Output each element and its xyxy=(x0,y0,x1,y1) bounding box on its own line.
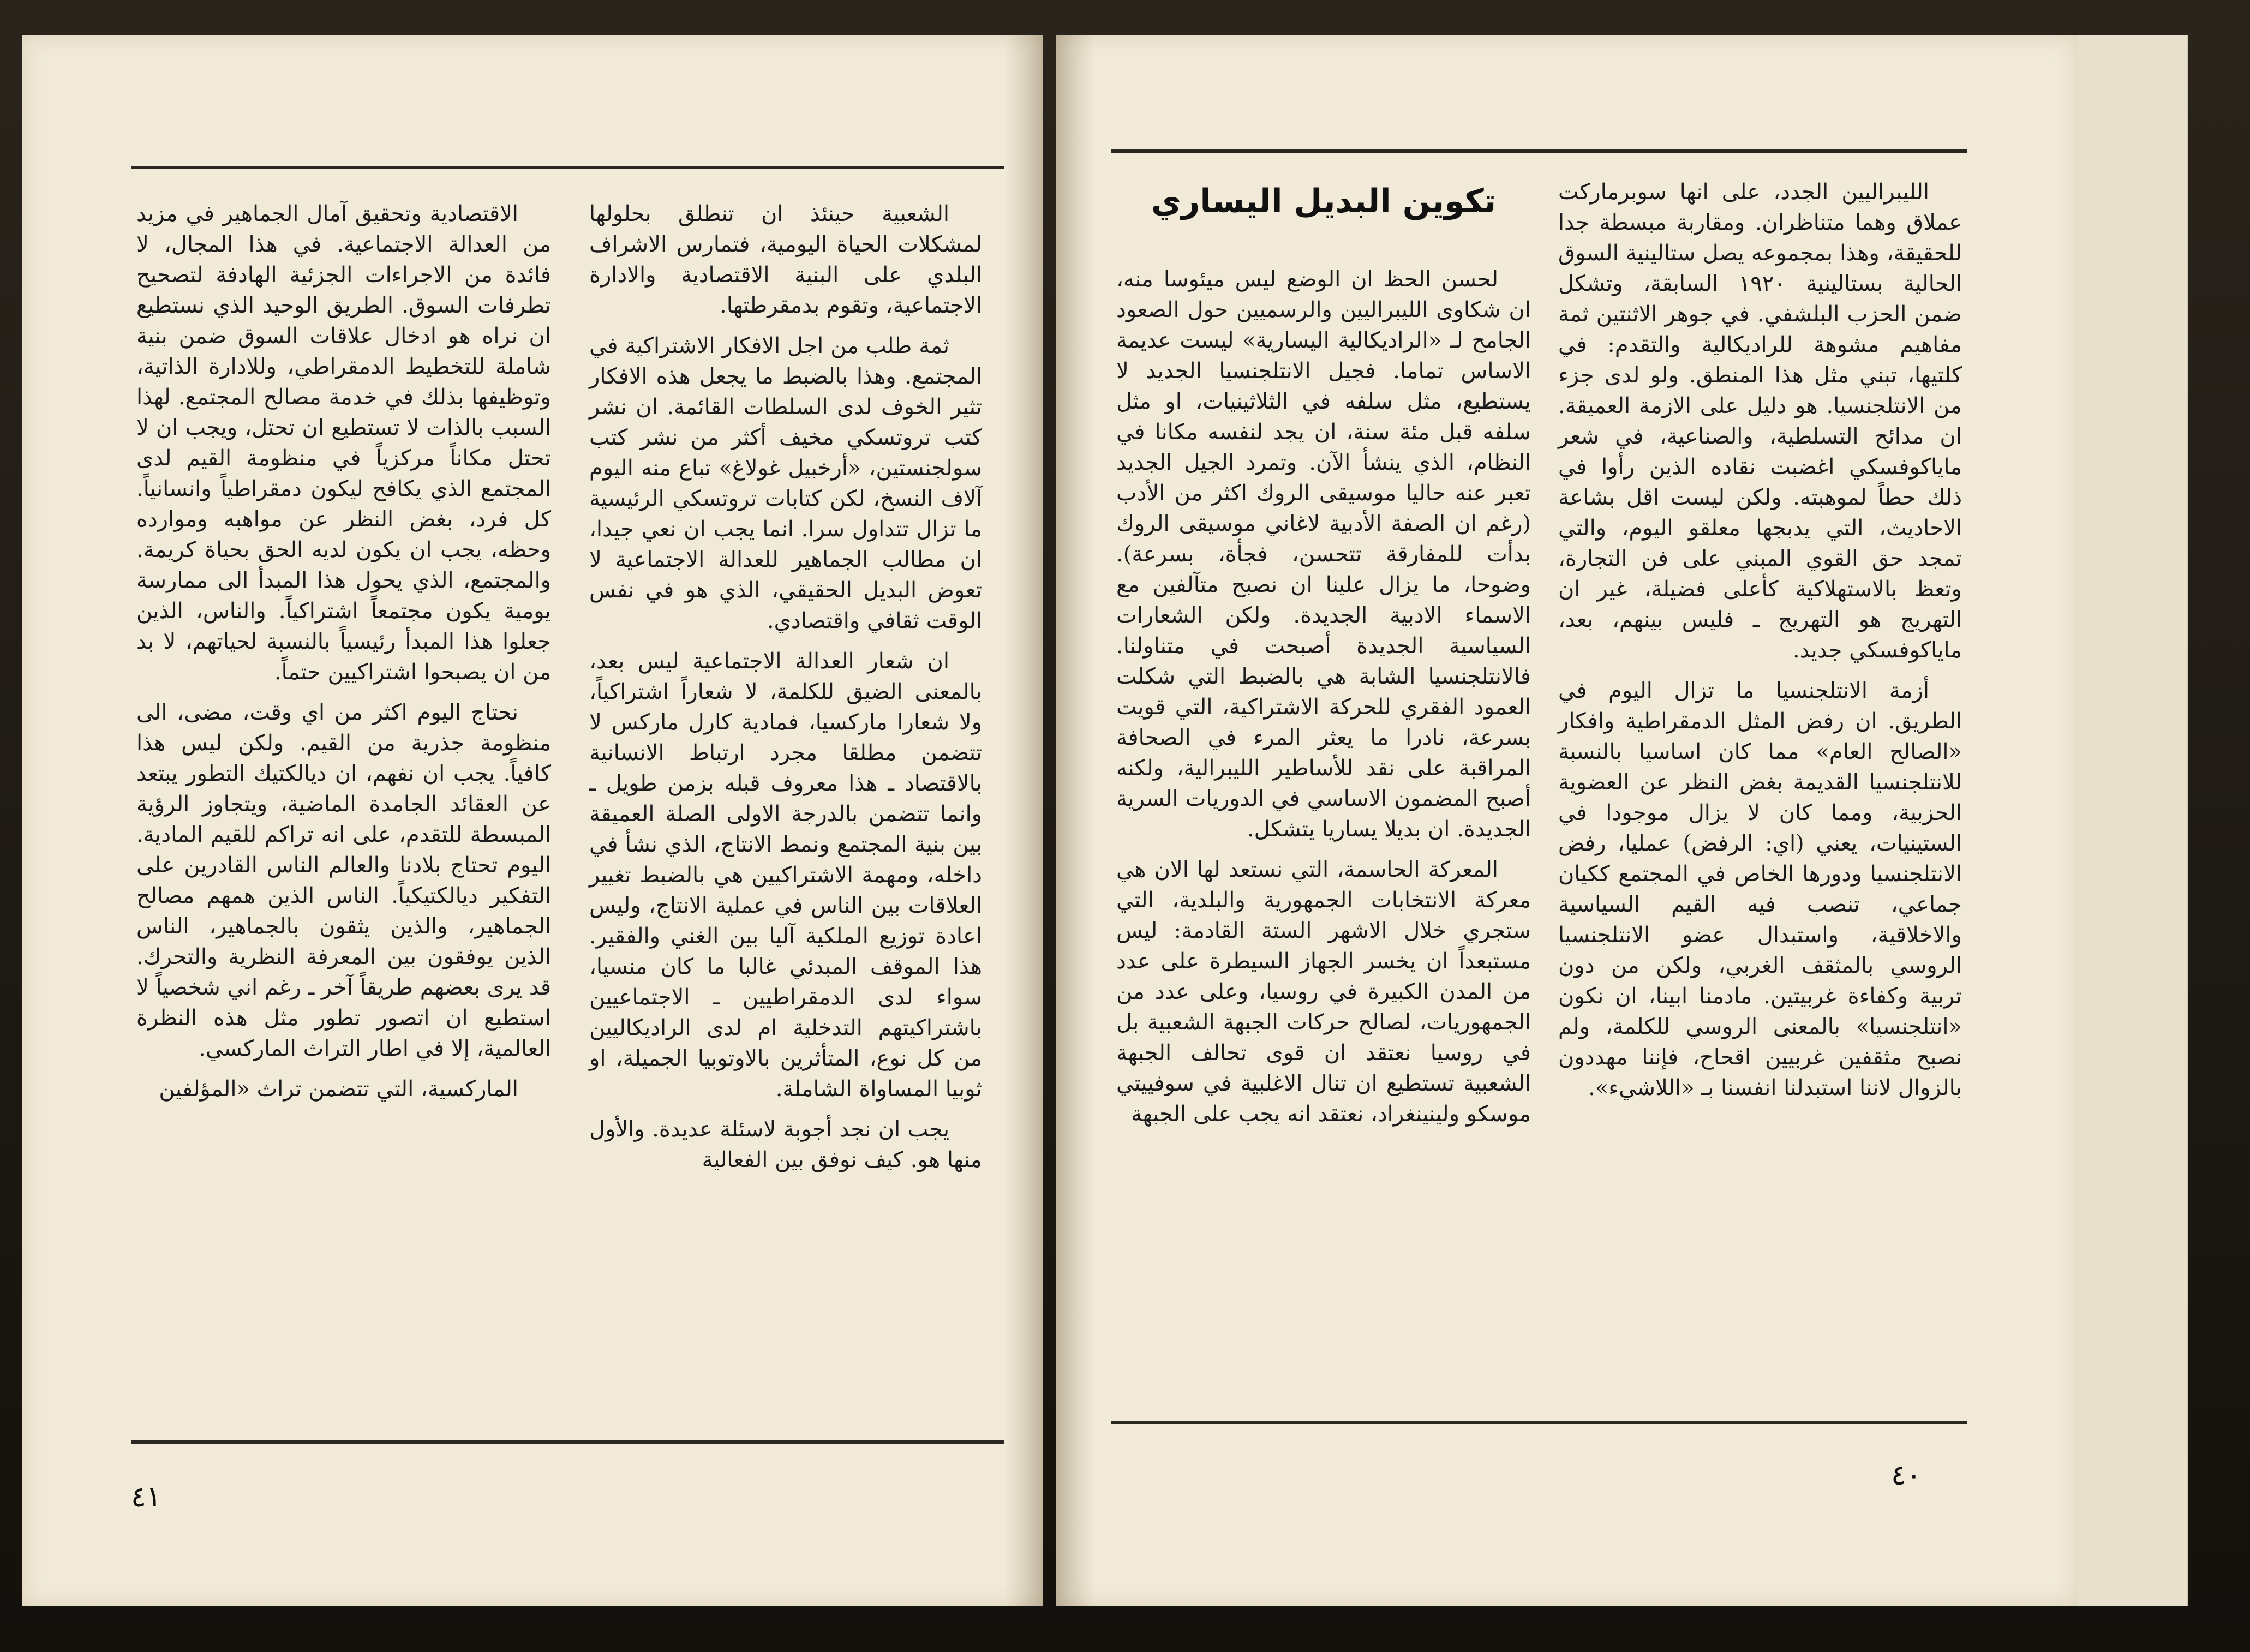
page-number: ٤٠ xyxy=(1891,1459,1922,1492)
paragraph: المعركة الحاسمة، التي نستعد لها الان هي معركة الانتخابات الجمهورية والبلدية، التي ستجري خلال الاشهر الستة القادمة: ليس مستبعداً ان يخسر الجهاز السيطرة على عدد من المدن الكبيرة في روسيا، وعلى عدد من الجمهوريات، لصالح حركات الجبهة الشعبية بل في روسيا نعتقد ان قوى تحالف الجبهة الشعبية تستطيع ان تنال الاغلبية في سوفييتي موسكو ولينينغراد، نعتقد انه يجب على الجبهة xyxy=(1116,857,1531,1127)
page-number: ٤١ xyxy=(131,1481,161,1513)
paragraph: ثمة طلب من اجل الافكار الاشتراكية في المجتمع. وهذا بالضبط ما يجعل هذه الافكار تثير الخوف لدى السلطات القائمة. ان نشر كتب تروتسكي مخيف أكثر من نشر كتب سولجنستين، «أرخبيل غولاغ» تباع منه اليوم آلاف النسخ، لكن كتابات تروتسكي الرئيسية ما تزال تتداول سرا. انما يجب ان نعي جيدا، ان مطالب الجماهير للعدالة الاجتماعية لا تعوض البديل الحقيقي، الذي هو في نفس الوقت ثقافي واقتصادي. xyxy=(589,333,982,633)
bottom-rule xyxy=(131,1440,1004,1444)
left-page-column-right xyxy=(589,199,982,1432)
paragraph: الليبراليين الجدد، على انها سوبرماركت عملاق وهما متناظران. ومقاربة مبسطة جدا للحقيقة، وهذا بمجموعه يصل ستالينية السوق الحالية بستالينية ١٩٢٠ السابقة، وتشكل ضمن الحزب البلشفي. في جوهر الاثنتين ثمة مفاهيم مشوهة للراديكالية والتقدم: في كلتيها، تبني مثل هذا المنطق. ولو لدى جزء من الانتلجنسيا. هو دليل على الازمة العميقة. ان مدائح التسلطية، والصناعية، في شعر ماياكوفسكي اغضبت نقاده الذين رأوا في ذلك حطاً لموهبته. ولكن ليست اقل بشاعة الاحاديث، التي يدبجها معلقو اليوم، والتي تمجد حق القوي المبني على فن التجارة، وتعظ بالاستهلاكية كأعلى فضيلة، غير ان التهريج هو التهريج ـ فليس بينهم، بعد، ماياكوفسكي جديد. xyxy=(1558,179,1962,663)
right-page-column-right xyxy=(1558,177,1962,1410)
bottom-rule xyxy=(1111,1421,1967,1424)
paragraph: نحتاج اليوم اكثر من اي وقت، مضى، الى منظومة جذرية من القيم. ولكن ليس هذا كافياً. يجب ان نفهم، ان ديالكتيك التطور يبتعد عن العقائد الجامدة الماضية، ويتجاوز الرؤية المبسطة للتقدم، على انه تراكم للقيم المادية. اليوم تحتاج بلادنا والعالم الناس القادرين على التفكير ديالكتيكياً. الناس الذين همهم مصالح الجماهير، والذين يثقون بالجماهير، الناس الذين يوفقون بين المعرفة النظرية والتحرك. قد يرى بعضهم طريقاً آخر ـ رغم اني شخصياً لا استطيع ان اتصور تطور مثل هذه النظرة العالمية، إلا في اطار التراث الماركسي. xyxy=(136,700,551,1061)
left-page-column-left xyxy=(136,199,551,1432)
paragraph: أزمة الانتلجنسيا ما تزال اليوم في الطريق. ان رفض المثل الدمقراطية وافكار «الصالح العام» مما كان اساسيا بالنسبة للانتلجنسيا القديمة بغض النظر عن العضوية الحزبية، ومما كان لا يزال موجودا في الستينيات، يعني (اي: الرفض) عمليا، رفض الانتلجنسيا ودورها الخاص في المجتمع ككيان جماعي، تنصب فيه القيم السياسية والاخلاقية، واستبدال عضو الانتلجنسيا الروسي بالمثقف الغربي، ولكن من دون تربية وكفاءة غربيتين. مادمنا ابينا، ان نكون «انتلجنسيا» بالمعنى الروسي للكلمة، ولم نصبح مثقفين غربيين اقحاح، فإننا مهددون بالزوال لاننا استبدلنا انفسنا بـ «اللاشيء». xyxy=(1558,678,1962,1100)
paragraph: يجب ان نجد أجوبة لاسئلة عديدة. والأول منها هو. كيف نوفق بين الفعالية xyxy=(589,1117,982,1172)
paragraph: ان شعار العدالة الاجتماعية ليس بعد، بالمعنى الضيق للكلمة، لا شعاراً اشتراكياً، ولا شعارا ماركسيا، فمادية كارل ماركس لا تتضمن مطلقا مجرد ارتباط الانسانية بالاقتصاد ـ هذا معروف قبله بزمن طويل ـ وانما تتضمن بالدرجة الاولى الصلة العميقة بين بنية المجتمع ونمط الانتاج، الذي نشأ في داخله، ومهمة الاشتراكيين هي بالضبط تغيير العلاقات بين الناس في عملية الانتاج، وليس اعادة توزيع الملكية آليا بين الغني والفقير. هذا الموقف المبدئي غالبا ما كان منسيا، سواء لدى الدمقراطيين ـ الاجتماعيين باشتراكيتهم التدخلية ام لدى الراديكاليين من كل نوع، المتأثرين بالاوتوبيا الجميلة، او ثوبيا المساواة الشاملة. xyxy=(589,649,982,1102)
top-rule xyxy=(1111,149,1967,153)
page-block-edges xyxy=(2078,35,2214,1606)
right-page-column-left xyxy=(1116,264,1531,1410)
paragraph: الاقتصادية وتحقيق آمال الجماهير في مزيد من العدالة الاجتماعية. في هذا المجال، لا فائدة من الاجراءات الجزئية الهادفة لتصحيح تطرفات السوق. الطريق الوحيد الذي نستطيع ان نراه هو ادخال علاقات السوق ضمن بنية شاملة للتخطيط الدمقراطي، وللادارة الذاتية، وتوظيفها بذلك في خدمة مصالح المجتمع. لهذا السبب بالذات لا تستطيع ان تحتل، ويجب ان لا تحتل مكاناً مركزياً في منظومة القيم لدى المجتمع الذي يكافح ليكون دمقراطياً وانسانياً. كل فرد، بغض النظر عن مواهبه وموارده وحظه، يجب ان يكون لديه الحق بحياة كريمة. والمجتمع، الذي يحول هذا المبدأ الى ممارسة يومية يكون مجتمعاً اشتراكياً. والناس، الذين جعلوا هذا المبدأ رئيسياً بالنسبة لحياتهم، لا بد من ان يصبحوا اشتراكيين حتماً. xyxy=(136,201,551,685)
top-rule xyxy=(131,166,1004,169)
right-page xyxy=(1056,35,2078,1606)
paragraph: الشعبية حينئذ ان تنطلق بحلولها لمشكلات الحياة اليومية، فتمارس الاشراف البلدي على البنية الاقتصادية والادارة الاجتماعية، وتقوم بدمقرطتها. xyxy=(589,201,982,318)
left-page xyxy=(22,35,1043,1606)
paragraph: لحسن الحظ ان الوضع ليس ميئوسا منه، ان شكاوى الليبراليين والرسميين حول الصعود الجامح لـ «الراديكالية اليسارية» ليست عديمة الاساس تماما. فجيل الانتلجنسيا الجديد لا يستطيع، مثل سلفه في الثلاثينيات، او مثل سلفه قبل مئة سنة، ان يجد لنفسه مكانا في النظام، الذي ينشأ الآن. وتمرد الجيل الجديد تعبر عنه حاليا موسيقى الروك اكثر من الأدب (رغم ان الصفة الأدبية لاغاني موسيقى الروك بدأت للمفارقة تتحسن، فجأة، بسرعة). وضوحا، ما يزال علينا ان نصبح متآلفين مع الاسماء الادبية الجديدة. ولكن الشعارات السياسية الجديدة أصبحت في متناولنا. فالانتلجنسيا الشابة هي بالضبط التي شكلت العمود الفقري للحركة الاشتراكية، التي قويت بسرعة، نادرا ما يعثر المرء في الصحافة المراقبة على نقد للأساطير الليبرالية، ولكنه أصبح المضمون الاساسي في الدوريات السرية الجديدة. ان بديلا يساريا يتشكل. xyxy=(1116,267,1531,842)
section-heading: تكوين البديل اليساري xyxy=(1151,182,1497,220)
paragraph: الماركسية، التي تتضمن تراث «المؤلفين xyxy=(159,1076,518,1102)
